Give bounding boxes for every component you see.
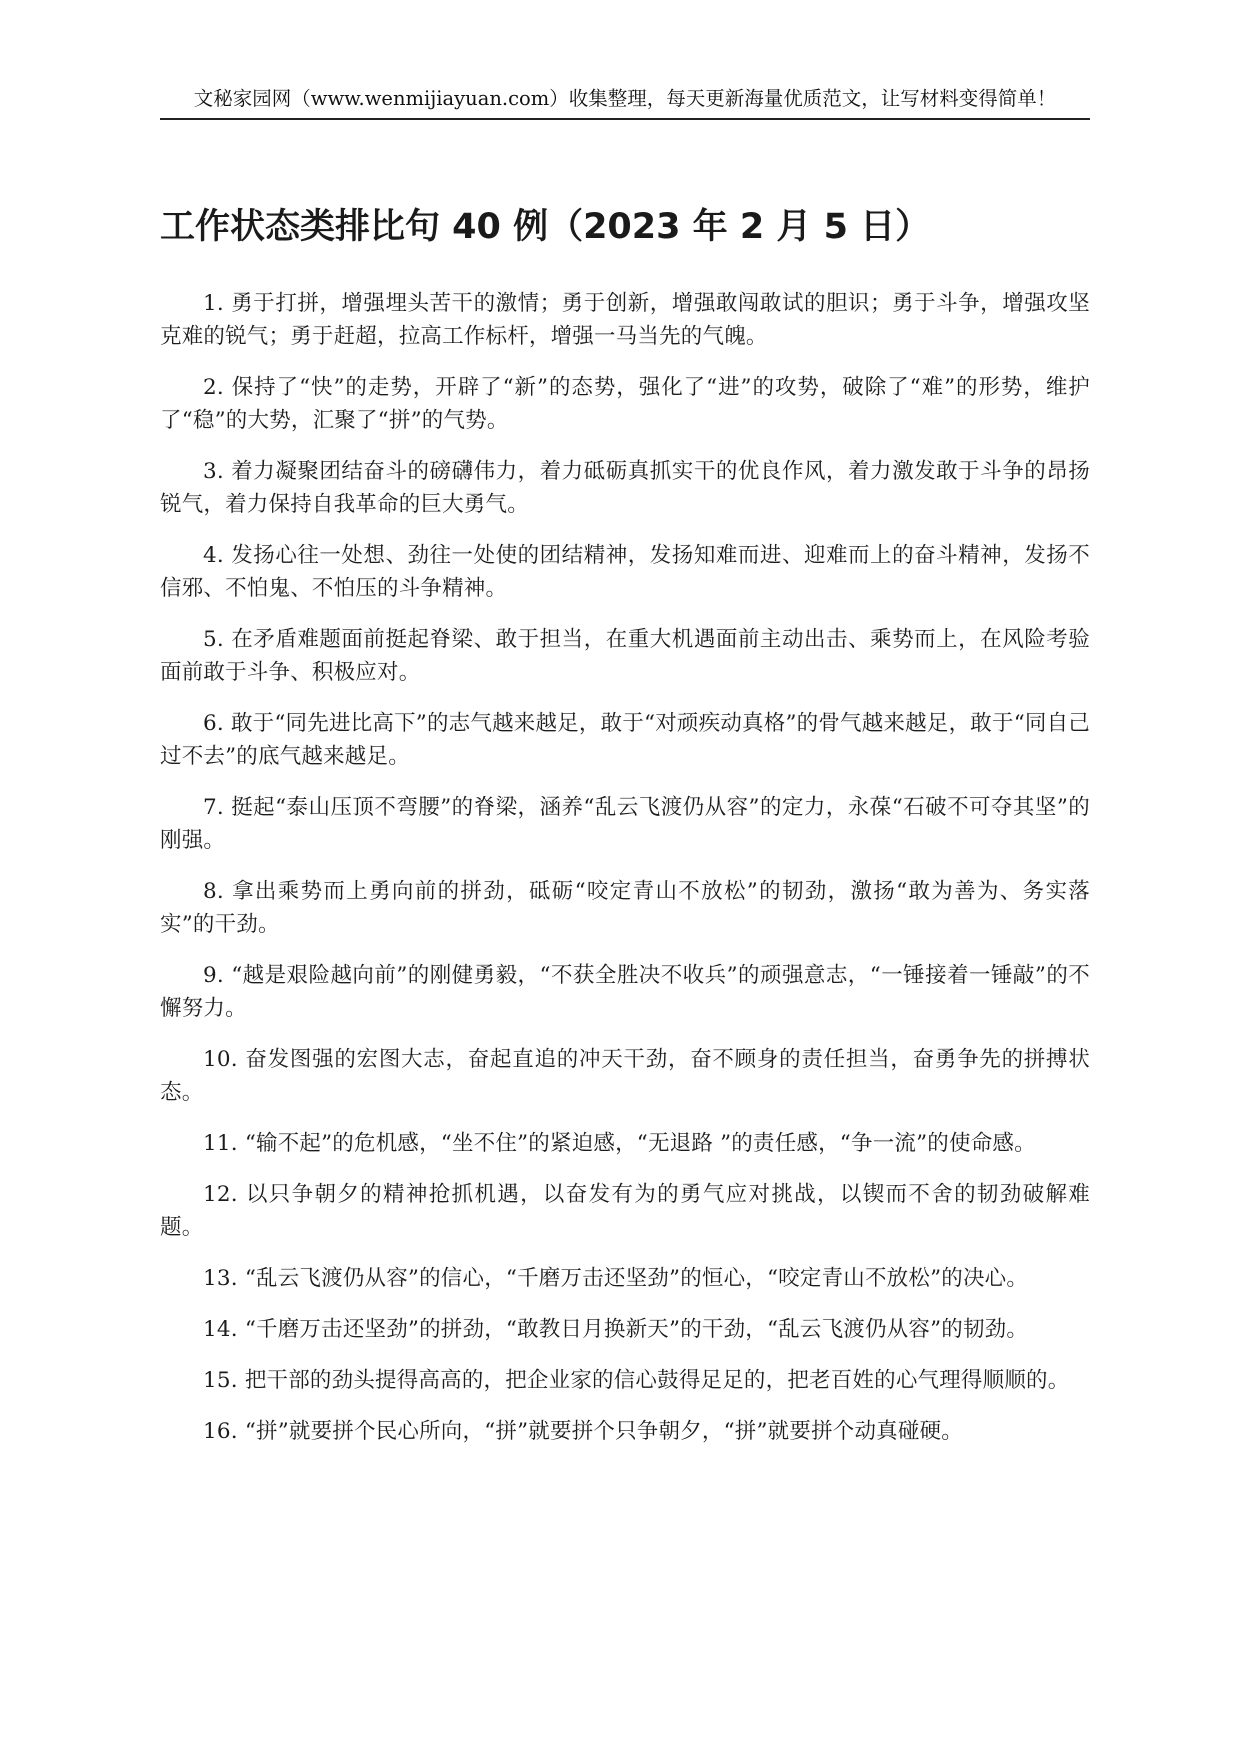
paragraph: 16. “拼”就要拼个民心所向，“拼”就要拼个只争朝夕，“拼”就要拼个动真碰硬。 <box>203 1419 963 1444</box>
paragraph: 5. 在矛盾难题面前挺起脊梁、敢于担当，在重大机遇面前主动出击、乘势而上，在风险考验面前敢于斗争、积极应对。 <box>160 627 1090 685</box>
paragraph: 6. 敢于“同先进比高下”的志气越来越足，敢于“对顽疾动真格”的骨气越来越足，敢于“同自己过不去”的底气越来越足。 <box>160 711 1090 769</box>
paragraph: 7. 挺起“泰山压顶不弯腰”的脊梁，涵养“乱云飞渡仍从容”的定力，永葆“石破不可夺其坚”的刚强。 <box>160 795 1090 853</box>
paragraph: 13. “乱云飞渡仍从容”的信心，“千磨万击还坚劲”的恒心，“咬定青山不放松”的决心。 <box>203 1266 1029 1291</box>
paragraph: 8. 拿出乘势而上勇向前的拼劲，砥砺“咬定青山不放松”的韧劲，激扬“敢为善为、务实落实”的干劲。 <box>160 879 1090 937</box>
paragraph: 2. 保持了“快”的走势，开辟了“新”的态势，强化了“进”的攻势，破除了“难”的形势，维护了“稳”的大势，汇聚了“拼”的气势。 <box>160 375 1090 433</box>
paragraph: 4. 发扬心往一处想、劲往一处使的团结精神，发扬知难而进、迎难而上的奋斗精神，发扬不信邪、不怕鬼、不怕压的斗争精神。 <box>160 543 1090 601</box>
document-body <box>160 287 1090 1466</box>
paragraph: 11. “输不起”的危机感，“坐不住”的紧迫感，“无退路 ”的责任感，“争一流”的使命感。 <box>203 1131 1036 1156</box>
paragraph: 9. “越是艰险越向前”的刚健勇毅，“不获全胜决不收兵”的顽强意志，“一锤接着一锤敲”的不懈努力。 <box>160 963 1090 1021</box>
paragraph: 14. “千磨万击还坚劲”的拼劲，“敢教日月换新天”的干劲，“乱云飞渡仍从容”的韧劲。 <box>203 1317 1029 1342</box>
document-title: 工作状态类排比句 40 例（2023 年 2 月 5 日） <box>160 207 931 247</box>
paragraph: 3. 着力凝聚团结奋斗的磅礴伟力，着力砥砺真抓实干的优良作风，着力激发敢于斗争的昂扬锐气，着力保持自我革命的巨大勇气。 <box>160 459 1090 517</box>
paragraph: 15. 把干部的劲头提得高高的，把企业家的信心鼓得足足的，把老百姓的心气理得顺顺的。 <box>203 1368 1070 1393</box>
paragraph: 12. 以只争朝夕的精神抢抓机遇，以奋发有为的勇气应对挑战，以锲而不舍的韧劲破解难题。 <box>160 1182 1090 1240</box>
paragraph: 1. 勇于打拼，增强埋头苦干的激情；勇于创新，增强敢闯敢试的胆识；勇于斗争，增强攻坚克难的锐气；勇于赶超，拉高工作标杆，增强一马当先的气魄。 <box>160 291 1090 349</box>
page-header: 文秘家园网（www.wenmijiayuan.com）收集整理，每天更新海量优质范文，让写材料变得简单！ <box>160 86 1090 120</box>
paragraph: 10. 奋发图强的宏图大志，奋起直追的冲天干劲，奋不顾身的责任担当，奋勇争先的拼搏状态。 <box>160 1047 1090 1105</box>
